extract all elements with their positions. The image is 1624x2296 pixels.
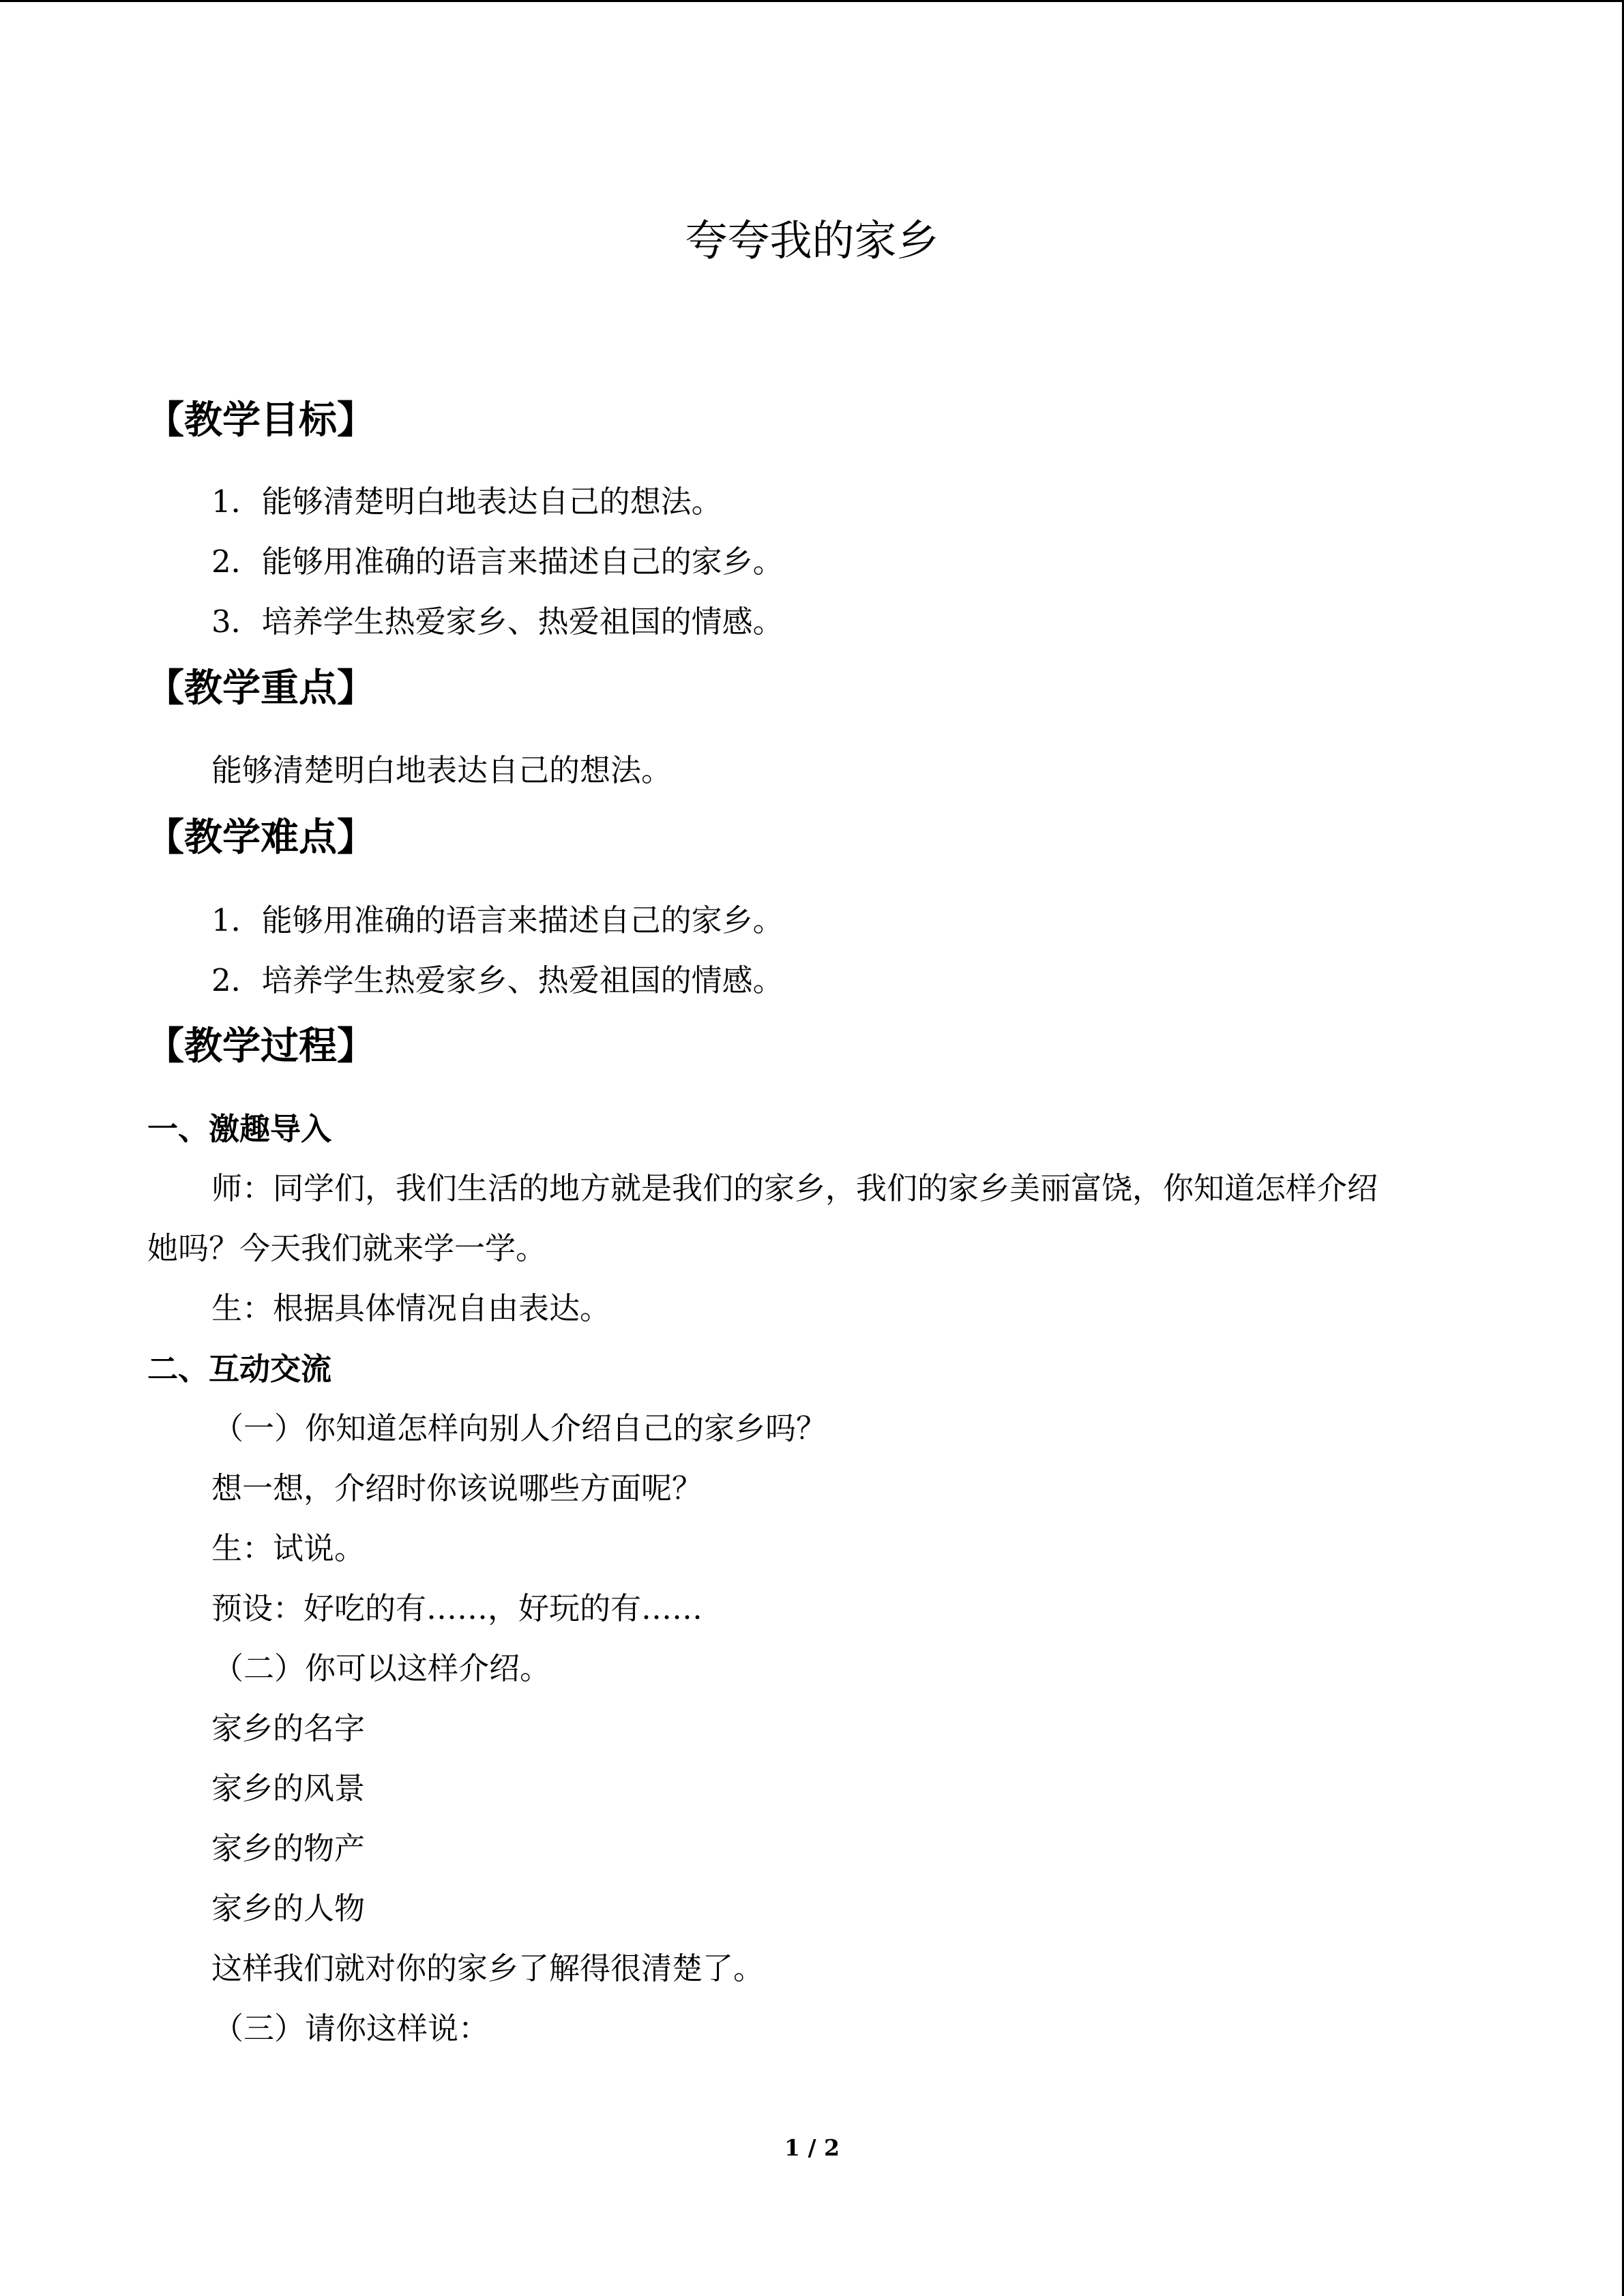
process-heading: 【教学过程】 [146,1024,375,1069]
objective-item: 2．能够用准确的语言来描述自己的家乡。 [211,543,784,580]
key-points-text: 能够清楚明白地表达自己的想法。 [211,752,673,788]
list-item: 家乡的风景 [211,1770,366,1806]
dialogue-line: 预设：好吃的有……，好玩的有…… [211,1590,703,1626]
part2-heading: 二、互动交流 [147,1351,332,1387]
list-item: 家乡的人物 [211,1890,366,1926]
dialogue-line: 这样我们就对你的家乡了解得很清楚了。 [211,1950,765,1986]
dialogue-line: 想一想，介绍时你该说哪些方面呢？ [211,1470,703,1506]
teacher-line: 师：同学们，我们生活的地方就是我们的家乡，我们的家乡美丽富饶，你知道怎样介绍 [211,1170,1378,1206]
student-line: 生：根据具体情况自由表达。 [211,1290,611,1326]
key-points-heading: 【教学重点】 [146,666,375,711]
document-title: 夸夸我的家乡 [685,215,939,265]
list-item: 家乡的名字 [211,1710,366,1746]
part1-heading: 一、激趣导入 [147,1111,332,1147]
objectives-heading: 【教学目标】 [146,398,375,443]
page-number: 1 / 2 [784,2134,840,2161]
difficulty-item: 2．培养学生热爱家乡、热爱祖国的情感。 [211,962,784,998]
dialogue-line: （二）你可以这样介绍。 [213,1650,551,1686]
teacher-line-continued: 她吗？今天我们就来学一学。 [147,1230,547,1266]
dialogue-line: 生：试说。 [211,1530,366,1566]
difficulty-item: 1．能够用准确的语言来描述自己的家乡。 [211,902,784,938]
objective-item: 3．培养学生热爱家乡、热爱祖国的情感。 [211,603,784,640]
list-item: 家乡的物产 [211,1830,366,1866]
difficulties-heading: 【教学难点】 [146,815,375,860]
dialogue-line: （一）你知道怎样向别人介绍自己的家乡吗？ [213,1410,827,1446]
dialogue-line: （三）请你这样说： [213,2010,490,2046]
objective-item: 1．能够清楚明白地表达自己的想法。 [211,483,722,520]
